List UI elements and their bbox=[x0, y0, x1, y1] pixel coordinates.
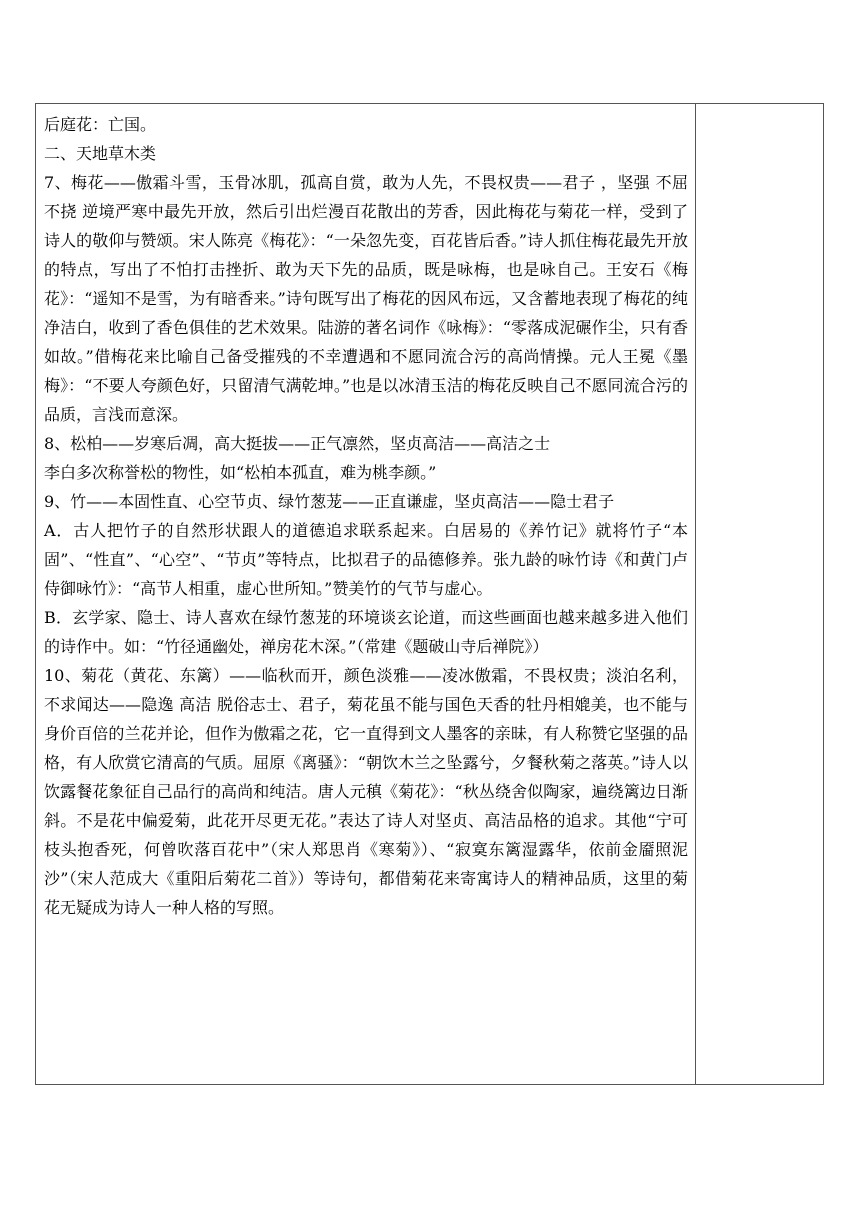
paragraph-bamboo-a: A．古人把竹子的自然形状跟人的道德追求联系起来。白居易的《养竹记》就将竹子“本固”、“性直”、“心空”、“节贞”等特点，比拟君子的品德修养。张九龄的咏竹诗《和黄门卢侍御咏竹》：“高节人相重，虚心世所知。”赞美竹的气节与虚心。 bbox=[44, 521, 688, 598]
paragraph-pine-cypress: 8、松柏——岁寒后凋，高大挺拔——正气凛然，坚贞高洁——高洁之士 bbox=[44, 434, 551, 453]
paragraph-chrysanthemum: 10、菊花（黄花、东篱）——临秋而开，颜色淡雅——凌冰傲霜，不畏权贵；淡泊名利，不求闻达——隐逸 高洁 脱俗志士、君子，菊花虽不能与国色天香的牡丹相媲美，也不能与身价百倍的兰花并论，但作为傲霜之花，它一直得到文人墨客的亲昧，有人称赞它坚强的品格，有人欣赏它清高的气质。屈原《离骚》：“朝饮木兰之坠露兮，夕餐秋菊之落英。”诗人以饮露餐花象征自己品行的高尚和纯洁。唐人元稹《菊花》：“秋丛绕舍似陶家，遍绕篱边日渐斜。不是花中偏爱菊，此花开尽更无花。”表达了诗人对坚贞、高洁品格的追求。其他“宁可枝头抱香死，何曾吹落百花中”（宋人郑思肖《寒菊》）、“寂寞东篱湿露华，依前金靥照泥沙”（宋人范成大《重阳后菊花二首》）等诗句，都借菊花来寄寓诗人的精神品质，这里的菊花无疑成为诗人一种人格的写照。 bbox=[44, 666, 688, 917]
side-cell-empty bbox=[696, 104, 824, 1084]
paragraph-pine-libai: 李白多次称誉松的物性，如“松柏本孤直，难为桃李颜。” bbox=[44, 463, 437, 482]
paragraph-bamboo: 9、竹——本固性直、心空节贞、绿竹葱茏——正直谦虚，坚贞高洁——隐士君子 bbox=[44, 492, 615, 511]
paragraph-plum-blossom: 7、梅花——傲霜斗雪，玉骨冰肌，孤高自赏，敢为人先，不畏权贵——君子 ，坚强 不屈不挠 逆境严寒中最先开放，然后引出烂漫百花散出的芳香，因此梅花与菊花一样，受到了诗人的敬仰与赞颂。宋人陈亮《梅花》：“一朵忽先变，百花皆后香。”诗人抓住梅花最先开放的特点，写出了不怕打击挫折、敢为天下先的品质，既是咏梅，也是咏自己。王安石《梅花》：“遥知不是雪，为有暗香来。”诗句既写出了梅花的因风布远，又含蓄地表现了梅花的纯净洁白，收到了香色俱佳的艺术效果。陆游的著名词作《咏梅》：“零落成泥碾作尘，只有香如故。”借梅花来比喻自己备受摧残的不幸遭遇和不愿同流合污的高尚情操。元人王冕《墨梅》：“不要人夸颜色好，只留清气满乾坤。”也是以冰清玉洁的梅花反映自己不愿同流合污的品质，言浅而意深。 bbox=[44, 173, 688, 424]
content-table bbox=[35, 103, 824, 1085]
section-heading-plants: 二、天地草木类 bbox=[44, 144, 157, 163]
paragraph-bamboo-b: B．玄学家、隐士、诗人喜欢在绿竹葱茏的环境谈玄论道，而这些画面也越来越多进入他们的诗作中。如：“竹径通幽处，禅房花木深。”（常建《题破山寺后禅院》） bbox=[44, 608, 688, 656]
main-text-cell bbox=[44, 110, 688, 922]
paragraph-houtinghua: 后庭花：亡国。 bbox=[44, 115, 157, 134]
